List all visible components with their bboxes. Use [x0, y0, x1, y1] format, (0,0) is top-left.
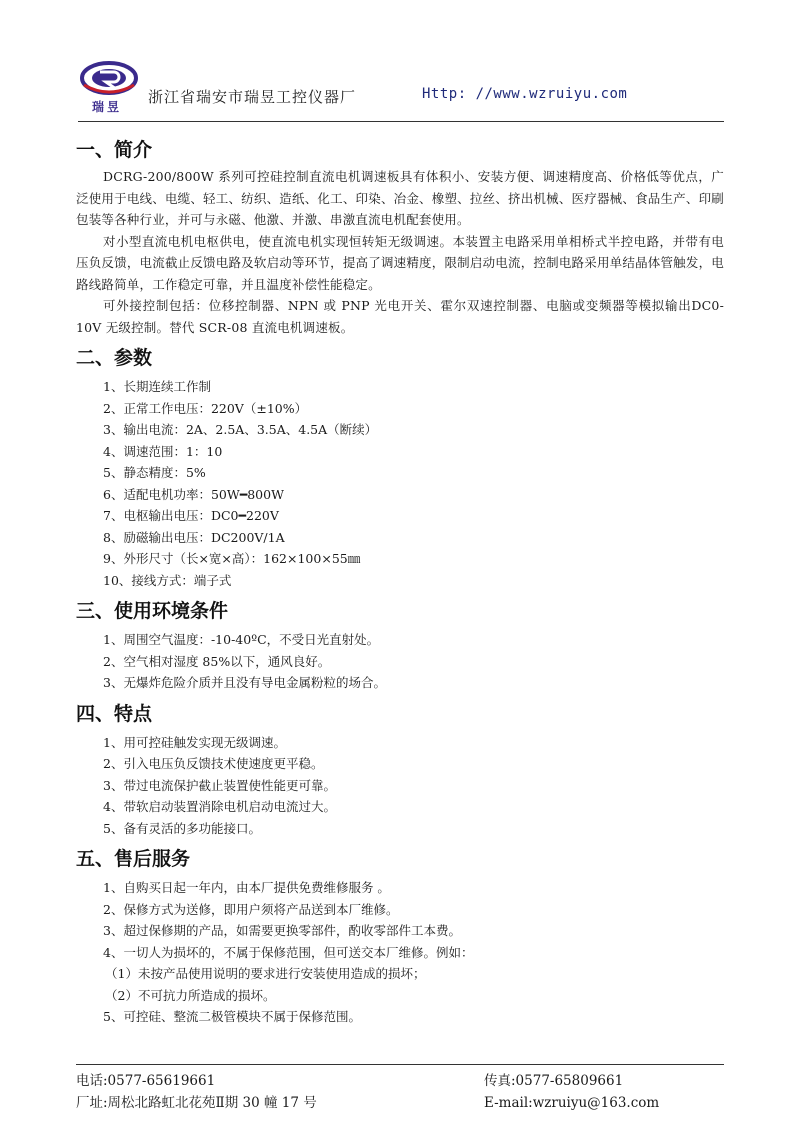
- header-divider: [78, 121, 724, 122]
- list-item: 1、长期连续工作制: [103, 379, 211, 394]
- section-title: 三、使用环境条件: [76, 600, 229, 622]
- logo-text: 瑞昱: [92, 100, 123, 114]
- section-features: [76, 700, 724, 840]
- page-header: [78, 58, 724, 120]
- list-item: 8、励磁输出电压：DC200V/1A: [103, 529, 285, 545]
- intro-paragraph: 可外接控制包括：位移控制器、NPN 或 PNP 光电开关、霍尔双速控制器、电脑或变频器等模拟输出DC0-10V 无级控制。替代 SCR-08 直流电机调速板。: [76, 298, 724, 335]
- list-item: 5、可控硅、整流二极管模块不属于保修范围。: [103, 1009, 361, 1024]
- section-title: 五、售后服务: [76, 848, 191, 870]
- website-link[interactable]: Http: //www.wzruiyu.com: [422, 86, 628, 102]
- list-item: 4、调速范围：1：10: [103, 443, 223, 459]
- list-item: 2、空气相对湿度 85%以下，通风良好。: [103, 653, 331, 669]
- list-item: 4、一切人为损坏的，不属于保修范围，但可送交本厂维修。例如：: [103, 944, 474, 960]
- list-item: （2）不可抗力所造成的损坏。: [105, 987, 276, 1003]
- footer-divider: [76, 1064, 724, 1065]
- list-item: 7、电枢输出电压：DC0━220V: [103, 508, 279, 523]
- section-after-sales: [76, 845, 724, 1028]
- fax-number: 传真:0577-65809661: [484, 1073, 624, 1089]
- list-item: 3、带过电流保护截止装置使性能更可靠。: [103, 777, 336, 793]
- list-item: 9、外形尺寸（长×宽×高）：162×100×55㎜: [103, 551, 361, 566]
- list-item: （1）未按产品使用说明的要求进行安装使用造成的损坏；: [105, 966, 426, 981]
- section-intro: [76, 136, 724, 338]
- intro-paragraph: 对小型直流电机电枢供电，使直流电机实现恒转矩无级调速。本装置主电路采用单相桥式半控电路，并带有电压负反馈，电流截止反馈电路及软启动等环节，提高了调速精度，限制启动电流，控制电路采用单结晶体管触发，电路线路简单，工作稳定可靠，并且温度补偿性能稳定。: [76, 233, 724, 292]
- list-item: 4、带软启动装置消除电机启动电流过大。: [103, 799, 336, 814]
- list-item: 3、输出电流：2A、2.5A、3.5A、4.5A（断续）: [103, 422, 378, 437]
- company-name: 浙江省瑞安市瑞昱工控仪器厂: [148, 88, 357, 106]
- section-params: [76, 344, 724, 591]
- list-item: 6、适配电机功率：50W━800W: [103, 486, 284, 502]
- section-title: 二、参数: [76, 347, 153, 369]
- features-list: [76, 732, 724, 840]
- list-item: 10、接线方式：端子式: [103, 572, 232, 588]
- environment-list: [76, 629, 724, 694]
- section-environment: [76, 597, 724, 694]
- section-title: 一、简介: [76, 139, 153, 161]
- service-list: [76, 877, 724, 1028]
- factory-address: 厂址:周松北路虹北花苑Ⅱ期 30 幢 17 号: [76, 1095, 317, 1111]
- list-item: 3、无爆炸危险介质并且没有导电金属粉粒的场合。: [103, 675, 386, 690]
- list-item: 5、静态精度：5%: [103, 465, 206, 480]
- section-title: 四、特点: [76, 702, 153, 725]
- list-item: 1、用可控硅触发实现无级调速。: [103, 734, 286, 750]
- list-item: 1、周围空气温度：-10-40ºC，不受日光直射处。: [103, 632, 380, 647]
- email-address[interactable]: E-mail:wzruiyu@163.com: [484, 1095, 660, 1111]
- company-logo: [78, 58, 140, 116]
- list-item: 1、自购买日起一年内，由本厂提供免费维修服务 。: [103, 880, 390, 895]
- list-item: 3、超过保修期的产品，如需要更换零部件，酌收零部件工本费。: [103, 923, 461, 938]
- list-item: 2、引入电压负反馈技术使速度更平稳。: [103, 756, 324, 771]
- params-list: [76, 376, 724, 591]
- phone-number: 电话:0577-65619661: [76, 1073, 216, 1089]
- list-item: 5、备有灵活的多功能接口。: [103, 820, 261, 836]
- document-body: [76, 136, 724, 1034]
- list-item: 2、正常工作电压：220V（±10%）: [103, 400, 308, 416]
- list-item: 2、保修方式为送修，即用户须将产品送到本厂维修。: [103, 901, 399, 917]
- intro-paragraph: DCRG-200/800W 系列可控硅控制直流电机调速板具有体积小、安装方便、调速精度高、价格低等优点，广泛使用于电线、电缆、轻工、纺织、造纸、化工、印染、冶金、橡塑、拉丝、挤出机械、医疗器械、食品生产、印刷包装等各种行业，并可与永磁、他激、并激、串激直流电机配套使用。: [76, 169, 724, 227]
